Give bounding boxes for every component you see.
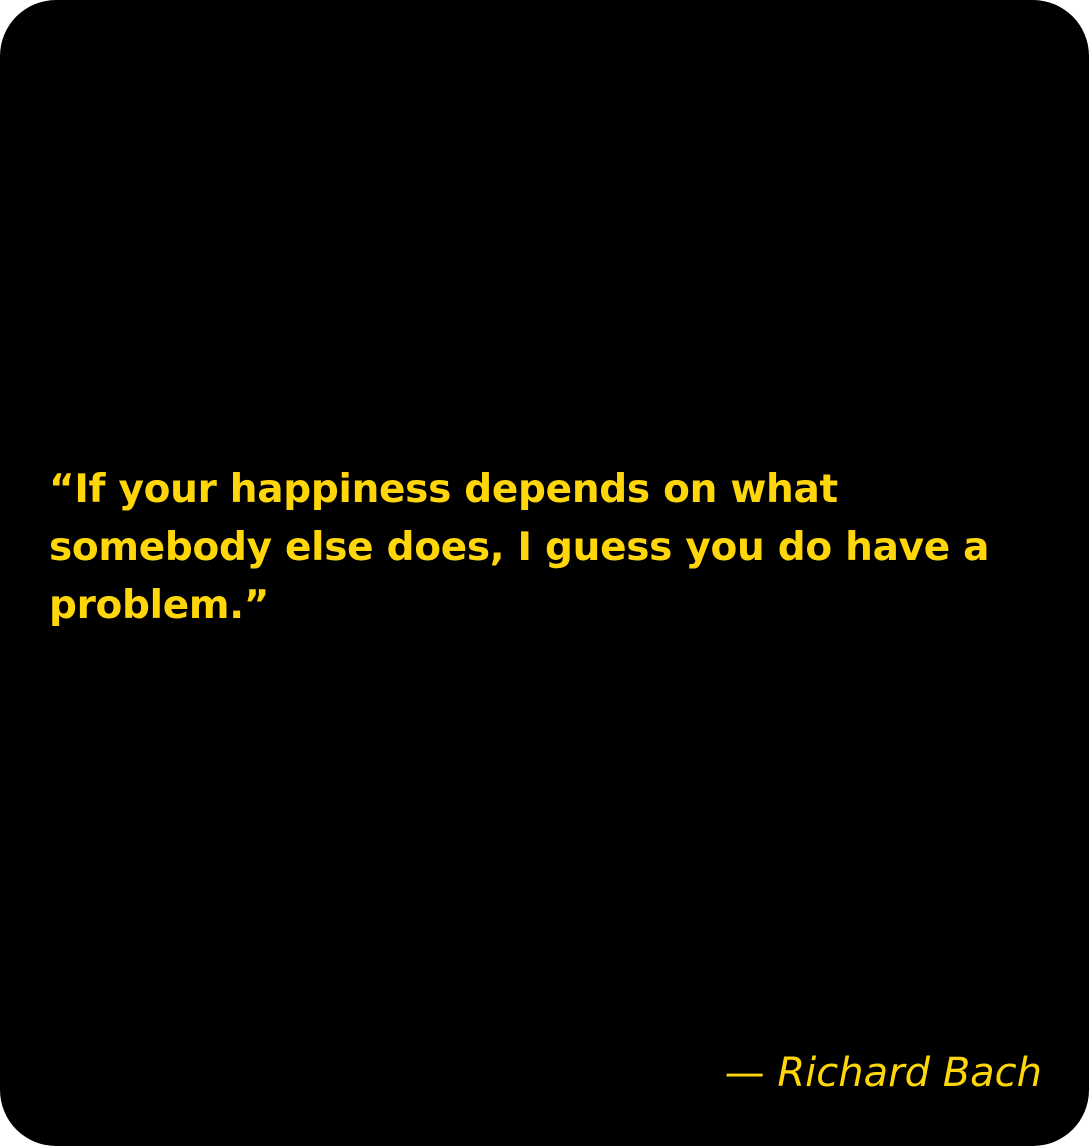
- quote-author: — Richard Bach: [724, 1050, 1042, 1096]
- quote-text: “If your happiness depends on what somebody else does, I guess you do have a problem.”: [49, 467, 990, 628]
